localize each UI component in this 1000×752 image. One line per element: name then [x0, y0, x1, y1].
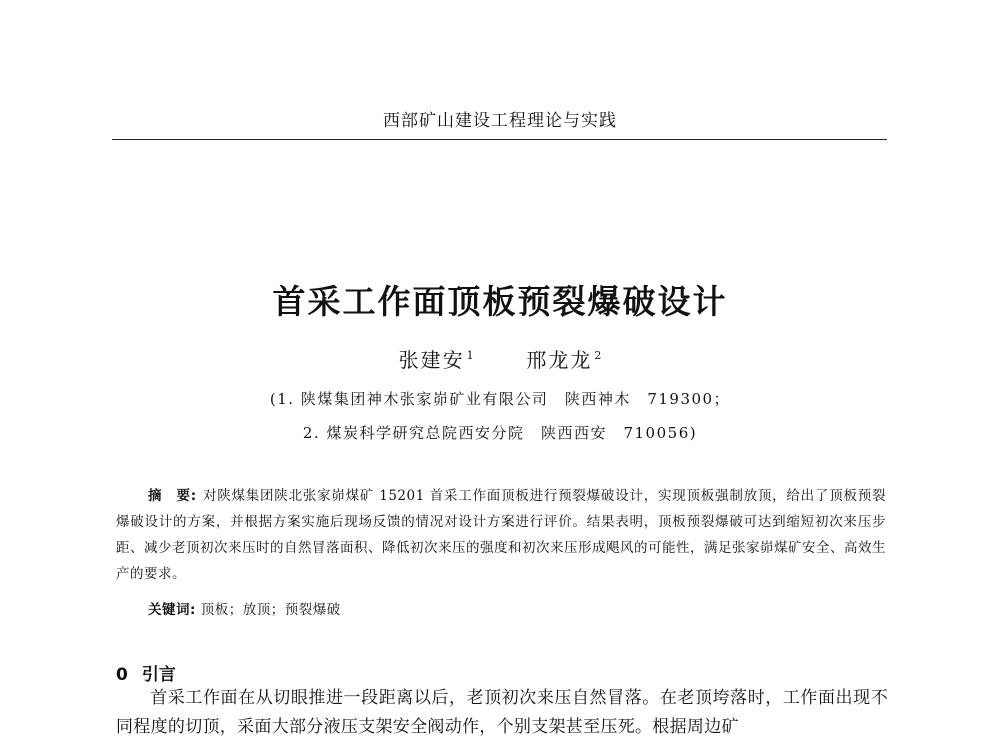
author-name: 张建安: [398, 348, 465, 372]
author-superscript: 2: [594, 349, 602, 363]
abstract-text: 对陕煤集团陕北张家峁煤矿 15201 首采工作面顶板进行预裂爆破设计，实现顶板强制放顶，给出了顶板预裂爆破设计的方案，并根据方案实施后现场反馈的情况对设计方案进行评价。结果表明，顶板预裂爆破可达到缩短初次来压步距、减少老顶初次来压时的自然冒落面积、降低初次来压的强度和初次来压形成飓风的可能性，满足张家峁煤矿安全、高效生产的要求。: [116, 488, 886, 582]
running-header: 西部矿山建设工程理论与实践: [383, 111, 617, 131]
section-number: 0: [116, 665, 128, 685]
body-text: 首采工作面在从切眼推进一段距离以后，老顶初次来压自然冒落。在老顶垮落时，工作面出现不同程度的切顶，采面大部分液压支架安全阀动作，个别支架甚至压死。根据周边矿: [116, 688, 888, 737]
author-name: 邢龙龙: [526, 348, 593, 372]
section-heading: [116, 660, 176, 685]
abstract: [116, 483, 886, 587]
header-rule: [112, 139, 887, 140]
affiliation-line: 2. 煤炭科学研究总院西安分院 陕西西安 710056): [302, 424, 698, 442]
body-paragraph: [116, 684, 888, 742]
keywords: [148, 598, 341, 618]
author-list: [0, 344, 1000, 373]
paper-title: 首采工作面顶板预裂爆破设计: [272, 282, 728, 321]
section-title: 引言: [141, 665, 176, 685]
keywords-label: 关键词:: [148, 602, 196, 618]
keywords-text: 顶板；放顶；预裂爆破: [200, 602, 341, 618]
affiliation-line: (1. 陕煤集团神木张家峁矿业有限公司 陕西神木 719300；: [269, 390, 731, 408]
author-superscript: 1: [466, 349, 474, 363]
abstract-label: 摘 要:: [148, 488, 197, 504]
